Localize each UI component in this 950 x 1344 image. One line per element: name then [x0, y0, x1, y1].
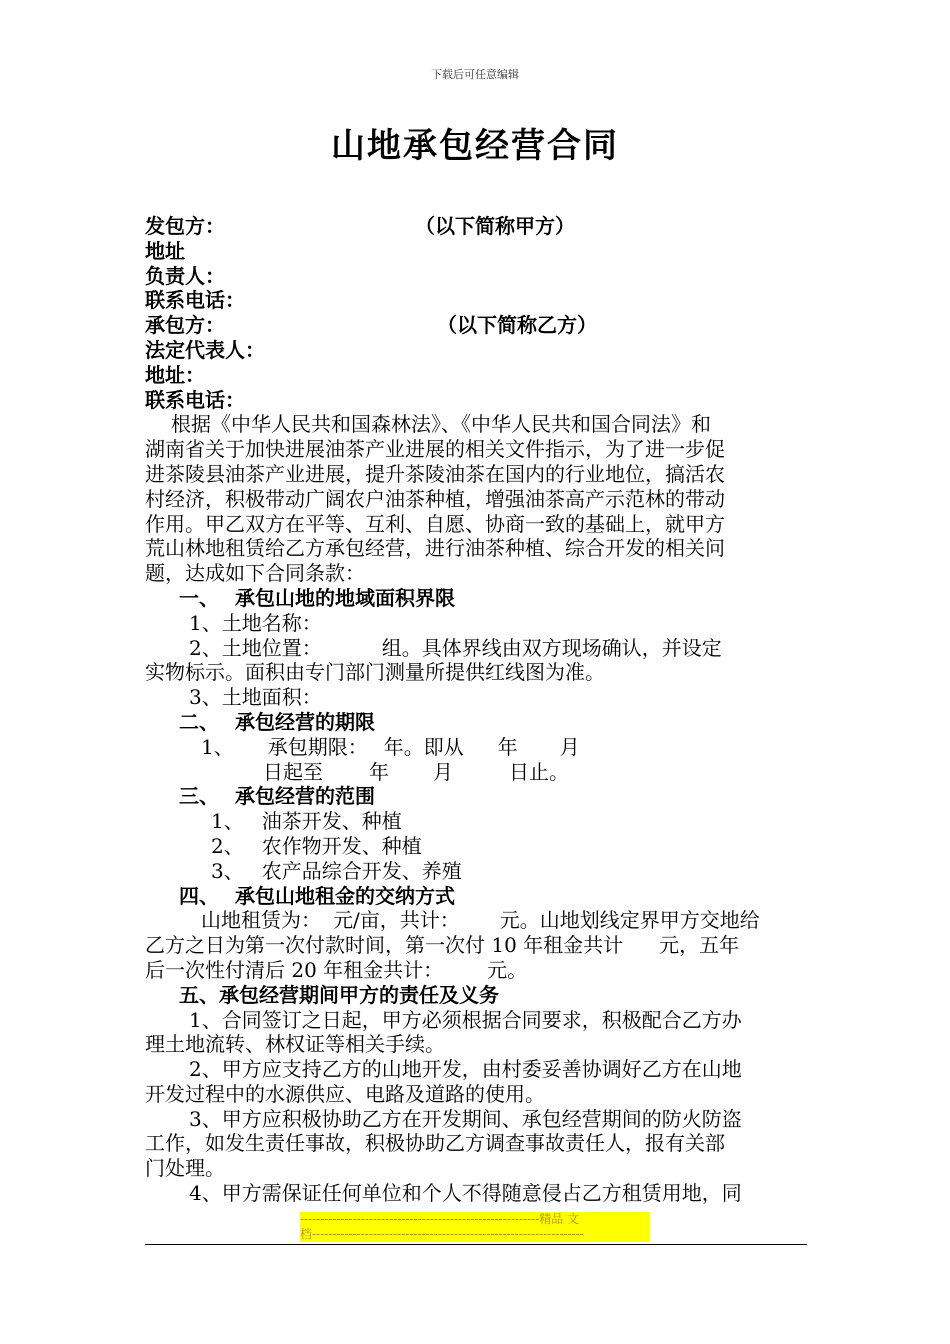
section3-number: 三、: [179, 784, 219, 809]
section1-item3: 3、土地面积：: [189, 685, 322, 710]
section4-line3: [145, 958, 807, 983]
section2-term-years: 年。即从: [383, 734, 464, 759]
section1-item2-label: 2、土地位置：: [189, 635, 322, 660]
address-label: 地址: [145, 238, 185, 263]
section4-line2: [145, 933, 807, 958]
section1-item2-cont: 实物标示。面积由专门部门测量所提供红线图为准。: [145, 660, 605, 685]
contractor-label: 承包方：: [145, 313, 225, 338]
section2-item1-cont: [145, 760, 807, 785]
contractor-phone-label: 联系电话：: [145, 387, 245, 412]
section2-start-month: 月: [559, 734, 580, 759]
section5-p3-line: 工作，如发生责任事故，积极协助乙方调查事故责任人，报有关部: [145, 1131, 725, 1156]
section5-heading: 五、承包经营期间甲方的责任及义务: [179, 982, 499, 1007]
section1-item2: [145, 636, 807, 661]
section3-item-number: 2、: [211, 833, 244, 858]
section2-start-year: 年: [497, 734, 518, 759]
section3-item-text: 油茶开发、种植: [261, 809, 402, 834]
section5-p4-line: 4、甲方需保证任何单位和个人不得随意侵占乙方租赁用地，同: [189, 1181, 742, 1206]
section3-item-text: 农作物开发、种植: [261, 833, 422, 858]
contractor-address-label: 地址：: [145, 362, 205, 387]
intro-paragraph: [145, 412, 807, 586]
intro-line: 村经济，积极带动广阔农户油茶种植，增强油茶高产示范林的带动: [145, 486, 725, 511]
section1-item2-text: 组。具体界线由双方现场确认，并设定: [381, 635, 722, 660]
intro-line: 题，达成如下合同条款：: [145, 561, 365, 586]
contractor-alias: （以下简称乙方）: [437, 313, 597, 338]
section3-item: [145, 834, 807, 859]
section3-item-number: 3、: [211, 858, 244, 883]
section4-title: 承包山地租金的交纳方式: [235, 883, 455, 908]
section4-rent-total: 元。山地划线定界甲方交地给: [499, 908, 760, 933]
section3-item-number: 1、: [211, 809, 244, 834]
section5-p3-line: 门处理。: [145, 1156, 225, 1181]
legal-rep-label: 法定代表人：: [145, 337, 265, 362]
section2-end-day: 日止。: [509, 759, 569, 784]
section4-heading: [145, 884, 807, 909]
document-body: [145, 214, 807, 1206]
section2-item1: [145, 735, 807, 760]
section1-number: 一、: [179, 585, 219, 610]
section2-end-label: 日起至: [263, 759, 323, 784]
document-title: 山地承包经营合同: [331, 126, 619, 166]
employer-line: [145, 214, 807, 239]
contractor-line: [145, 313, 807, 338]
section4-second-payment: 后一次性付清后 20 年租金共计：: [145, 957, 444, 982]
section2-title: 承包经营的期限: [235, 709, 375, 734]
intro-line: 作用。甲乙双方在平等、互利、自愿、协商一致的基础上，就甲方: [145, 511, 725, 536]
intro-line: 进茶陵县油茶产业进展，提升茶陵油茶在国内的行业地位，搞活农: [145, 461, 725, 486]
section3-item: [145, 859, 807, 884]
section3-item-text: 农产品综合开发、养殖: [261, 858, 462, 883]
section5-p1-line: 理土地流转、林权证等相关手续。: [145, 1032, 445, 1057]
section4-line1: [145, 908, 807, 933]
section5-p1-line: 1、合同签订之日起，甲方必须根据合同要求，积极配合乙方办: [189, 1007, 742, 1032]
employer-label: 发包方：: [145, 214, 225, 238]
section4-first-payment: 乙方之日为第一次付款时间，第一次付 10 年租金共计: [145, 933, 624, 958]
section3-heading: [145, 784, 807, 809]
section2-number: 二、: [179, 709, 219, 734]
section4-second-payment-unit: 元。: [487, 957, 528, 982]
intro-line: 荒山林地租赁给乙方承包经营，进行油茶种植、综合开发的相关问: [145, 536, 725, 561]
section3-item: [145, 809, 807, 834]
footer-row: -----------------------------------------------------------精品 文: [300, 1212, 580, 1226]
section1-heading: [145, 586, 807, 611]
section5-p2-line: 开发过程中的水源供应、电路及道路的使用。: [145, 1081, 545, 1106]
section2-end-month: 月: [433, 759, 453, 784]
section2-term-label: 承包期限：: [267, 734, 368, 759]
section3-title: 承包经营的范围: [235, 784, 375, 809]
section4-rent-unit: 元/亩，共计：: [333, 908, 460, 933]
section2-item1-number: 1、: [201, 734, 234, 759]
intro-line: 湖南省关于加快进展油茶产业进展的相关文件指示，为了进一步促: [145, 437, 725, 462]
header-note: 下载后可任意编辑: [431, 68, 519, 81]
section1-title: 承包山地的地域面积界限: [235, 585, 455, 610]
section4-first-payment-unit: 元，五年: [659, 933, 740, 958]
footer-watermark: [300, 1212, 650, 1242]
section5-p2-line: 2、甲方应支持乙方的山地开发，由村委妥善协调好乙方在山地: [189, 1057, 742, 1082]
section4-rent-label: 山地租赁为：: [201, 908, 321, 933]
employer-alias: （以下简称甲方）: [415, 214, 575, 238]
footer-row: 档-------------------------------------------------------------------: [300, 1227, 584, 1241]
section4-number: 四、: [179, 883, 219, 908]
section2-heading: [145, 710, 807, 735]
section2-end-year: 年: [369, 759, 389, 784]
manager-label: 负责人：: [145, 263, 225, 288]
section5-p3-line: 3、甲方应积极协助乙方在开发期间、承包经营期间的防火防盗: [189, 1106, 742, 1131]
intro-line: 根据《中华人民共和国森林法》、《中华人民共和国合同法》和: [171, 412, 711, 437]
phone-label: 联系电话：: [145, 288, 245, 313]
section1-item1: 1、土地名称：: [189, 610, 322, 635]
footer-divider: [145, 1244, 807, 1245]
